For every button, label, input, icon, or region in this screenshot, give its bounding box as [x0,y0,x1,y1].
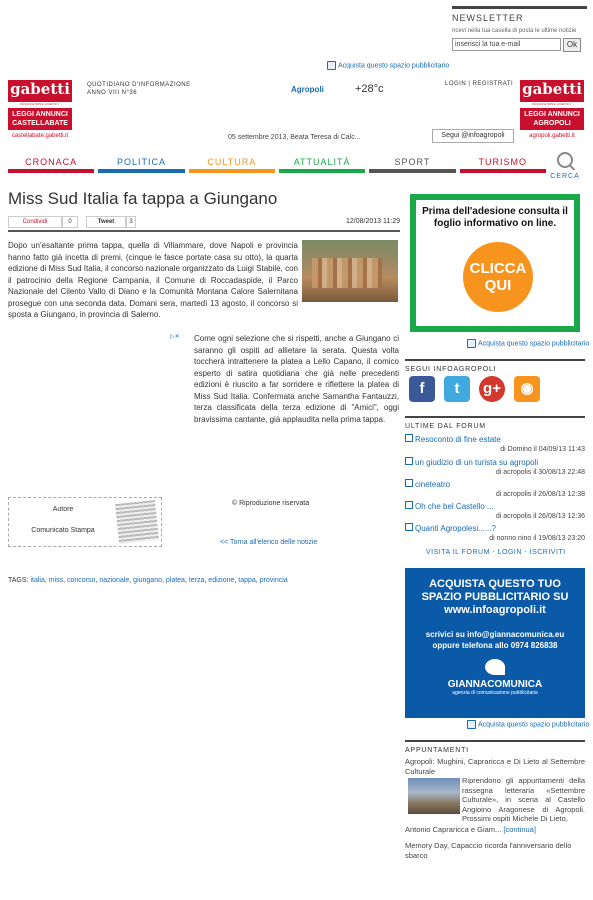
article-title: Miss Sud Italia fa tappa a Giungano [8,189,278,208]
tags-label: TAGS: [8,577,29,584]
forum-item-meta: di acropolis il 30/08/13 22:48 [495,469,585,476]
tag-link[interactable]: italia [30,577,45,584]
nav-sport[interactable] [369,154,455,173]
newsletter-ok-button[interactable]: Ok [563,38,581,52]
giannacomunica-logo-icon [485,659,505,675]
login-bar [445,81,513,87]
nav-cultura[interactable] [189,154,275,173]
tweet-count: 3 [126,216,136,228]
big-ad-banner[interactable] [405,568,585,718]
forum-item [405,479,585,498]
article-paragraph-2: Come ogni selezione che si rispetti, anche a Giungano ci saranno gli ospiti ad allietare la serata. Questa volta toccherà intrattenere la platea a Lello Capano, il comico esperto di satira quotidiana che già nelle precedenti edizioni è riuscito a far sorridere e riflettere la platea di Miss Sud Italia. Confermata anche Samantha Fantauzzi, terza classificata della terza edizione di "Amici", oggi bravissima cantante, già applaudita nella prima tappa. [194,334,399,424]
forum-item-link[interactable] [405,501,585,511]
left-gabetti-logo: gabetti [8,80,72,102]
forum-item-title: Quanti Agropolesi......? [415,524,496,533]
right-ad-banner[interactable] [410,194,580,332]
login-separator: | [468,81,471,87]
nav-attualita[interactable] [279,154,365,173]
appointment-1-body-end [405,825,585,834]
forum-item-title: Oh che bel Castello ... [415,502,494,511]
forum-item-title: cineteatro [415,480,451,489]
forum-icon [405,501,413,509]
forum-item-link[interactable] [405,523,585,533]
bottom-ad-link-label: Acquista questo spazio pubblicitario [478,721,590,729]
nav-sport-label: SPORT [394,157,431,167]
googleplus-glyph: g+ [483,380,501,397]
twitter-icon[interactable] [444,376,470,402]
copyright: © Riproduzione riservata [232,500,310,507]
date-ticker: 05 settembre 2013, Beata Teresa di Calc... [228,134,361,141]
forum-item-link[interactable] [405,434,585,444]
nav-cronaca[interactable] [8,154,94,173]
top-ad-link-label: Acquista questo spazio pubblicitario [338,62,450,70]
newsletter-box [452,6,587,52]
author-name: Comunicato Stampa [31,527,95,534]
right-gabetti-sub: FRANCHISING AGENCY [532,102,572,106]
forum-item-title: Resoconto di fine estate [415,435,501,444]
forum-item [405,501,585,520]
tweet-button[interactable]: Tweet [86,216,126,228]
nav-politica-label: POLITICA [116,157,166,167]
forum-links[interactable]: VISITA IL FORUM - LOGIN - ISCRIVITI [426,549,566,556]
share-bar [8,216,400,232]
big-ad-contact-2: oppure telefona allo 0974 826838 [432,641,558,650]
newsletter-email-input[interactable]: inserisci la tua e-mail [452,38,561,51]
right-gabetti-banner[interactable] [520,80,584,144]
nav-attualita-label: ATTUALITÀ [293,157,351,167]
click-here-line1: CLICCA [469,260,527,277]
forum-item-link[interactable] [405,457,585,467]
masthead-line1: QUOTIDIANO D'INFORMAZIONE [87,82,191,88]
back-to-news-link[interactable]: << Torna all'elenco delle notizie [220,539,318,546]
big-ad-contact-1: scrivici su info@giannacomunica.eu [425,630,565,639]
forum-item-meta: di nonno nino il 19/08/13 23:20 [489,535,585,542]
follow-twitter-button[interactable]: Segui @infoagropoli [432,129,514,143]
article-photo[interactable] [302,240,398,302]
article-datetime: 12/08/2013 11:29 [346,218,400,225]
forum-item [405,457,585,476]
nav-turismo[interactable] [460,154,546,173]
right-ad-text: Prima dell'adesione consulta il foglio informativo on line. [422,206,568,229]
tag-link[interactable]: tappa [238,577,256,584]
forum-item-link[interactable] [405,479,585,489]
author-image [115,500,159,544]
rss-icon[interactable] [514,376,540,402]
tags-line [8,577,288,584]
nav-politica[interactable] [98,154,184,173]
big-ad-brand-sub: agenzia di comunicazione pubblicitaria [452,690,538,696]
forum-item-meta: di acropolis il 26/08/13 12:36 [495,513,585,520]
forum-icon [405,523,413,531]
tag-link[interactable]: miss [48,577,64,584]
big-ad-brand: GIANNACOMUNICA [447,679,543,690]
appointment-2-title[interactable]: Memory Day, Capaccio ricorda l'anniversario dello sbarco [405,841,572,860]
adchoices-icon[interactable]: ▷✕ [170,334,180,340]
rss-glyph: ◉ [520,380,534,397]
tag-link[interactable]: terza [188,577,205,584]
article-paragraph-1: Dopo un'esaltante prima tappa, quella di Villammare, dove Napoli e provincia hanno fatto già incetta di premi, (cinque le fasce portate casa su otto), la quarta edizione di Miss Sud Italia, il concorso nazionale organizzato da Luigi Stabile, con il patrocinio della Regione Campania, il Comune di Roccadaspide, il Parco Nazionale del Cilento Vallo di Diano e la Comunità Montana Calore Salernitana prosegue con una seconda data. Domani sera, martedì 13 agosto, il concorso si sposta a Giungano, in provincia di Salerno. [8,241,298,319]
social-title: SEGUI INFOAGROPOLI [405,359,585,373]
forum-item [405,434,585,453]
big-ad-headline-1: ACQUISTA QUESTO TUO [429,578,561,590]
share-button[interactable]: Condividi [8,216,62,228]
left-gabetti-sub: FRANCHISING AGENCY [20,102,60,106]
top-ad-link[interactable] [327,61,449,70]
appointment-1-body: Riprendono gli appuntamenti della rassegna letteraria «Settembre Culturale», in scena al Castello Angioino Aragonese di Agropoli. Prossimi ospiti Michele Di Lieto, [462,776,585,823]
temperature: +28°c [355,83,384,95]
author-label: Autore [52,506,74,513]
right-gabetti-banner-line2: AGROPOLI [533,120,571,127]
right-gabetti-url: agropoli.gabetti.it [529,133,575,139]
bottom-ad-link[interactable] [467,720,589,729]
googleplus-icon[interactable] [479,376,505,402]
big-ad-headline-2: SPAZIO PUBBLICITARIO SU [421,591,569,603]
tag-link[interactable]: provincia [259,577,288,584]
left-gabetti-banner-line1: LEGGI ANNUNCI [12,111,68,118]
tag-link[interactable]: platea [165,577,185,584]
share-count: 0 [62,216,78,228]
login-link[interactable]: LOGIN [445,81,467,87]
big-ad-headline-3: www.infoagropoli.it [444,604,546,616]
tag-link[interactable]: giungano [133,577,162,584]
left-gabetti-banner-line2: CASTELLABATE [12,120,68,127]
nav-turismo-label: TURISMO [478,157,528,167]
forum-icon [405,434,413,442]
forum-title: ULTIME DAL FORUM [405,416,585,430]
author-box [8,497,162,547]
search-button[interactable] [550,152,580,180]
twitter-glyph: t [454,380,460,397]
appointment-1-body-tail: Antonio Capraricca e Giam... [405,825,502,834]
appointments-title: APPUNTAMENTI [405,740,585,754]
forum-item [405,523,585,542]
tag-link[interactable]: edizione [208,577,235,584]
masthead-line2: ANNO VIII N°36 [87,90,138,96]
forum-item-meta: di Domino il 04/09/13 11:43 [500,446,585,453]
tags-list: italia, miss, concorso, nazionale, giungano, platea, terza, edizione, tappa, provincia [30,577,288,584]
tag-link[interactable]: concorso [67,577,96,584]
ad-icon [467,339,476,348]
tag-link[interactable]: nazionale [99,577,130,584]
appointment-1-more-link[interactable]: [continua] [503,825,536,834]
forum-item-meta: di acropolis il 26/08/13 12:38 [495,491,585,498]
facebook-icon[interactable] [409,376,435,402]
search-label: CERCA [550,173,580,180]
right-ad-link[interactable] [467,339,589,348]
forum-icon [405,457,413,465]
appointment-1-title[interactable]: Agropoli: Mughini, Capraricca e Di Lieto al Settembre Culturale [405,757,585,776]
newsletter-title: NEWSLETTER [452,6,587,23]
register-link[interactable]: REGISTRATI [472,81,514,87]
search-icon [557,152,573,168]
left-gabetti-url: castellabate.gabetti.it [11,133,69,139]
right-gabetti-banner-line1: LEGGI ANNUNCI [524,111,580,118]
right-gabetti-logo: gabetti [520,80,584,102]
click-here-line2: QUI [484,277,512,294]
right-ad-link-label: Acquista questo spazio pubblicitario [478,340,590,348]
forum-icon [405,479,413,487]
nav-cronaca-label: CRONACA [25,157,78,167]
ad-icon [467,720,476,729]
facebook-glyph: f [419,380,425,397]
forum-item-title: un giudizio di un turista su agropoli [415,458,539,467]
appointment-1-image[interactable] [408,778,460,814]
click-here-button[interactable] [463,242,533,312]
city-name: Agropoli [291,85,324,94]
nav-cultura-label: CULTURA [207,157,257,167]
left-gabetti-banner[interactable] [8,80,72,144]
newsletter-description: ricevi nella tua casella di posta le ultime notizie [452,28,577,34]
masthead [87,81,191,97]
main-nav [8,154,546,174]
ad-icon [327,61,336,70]
